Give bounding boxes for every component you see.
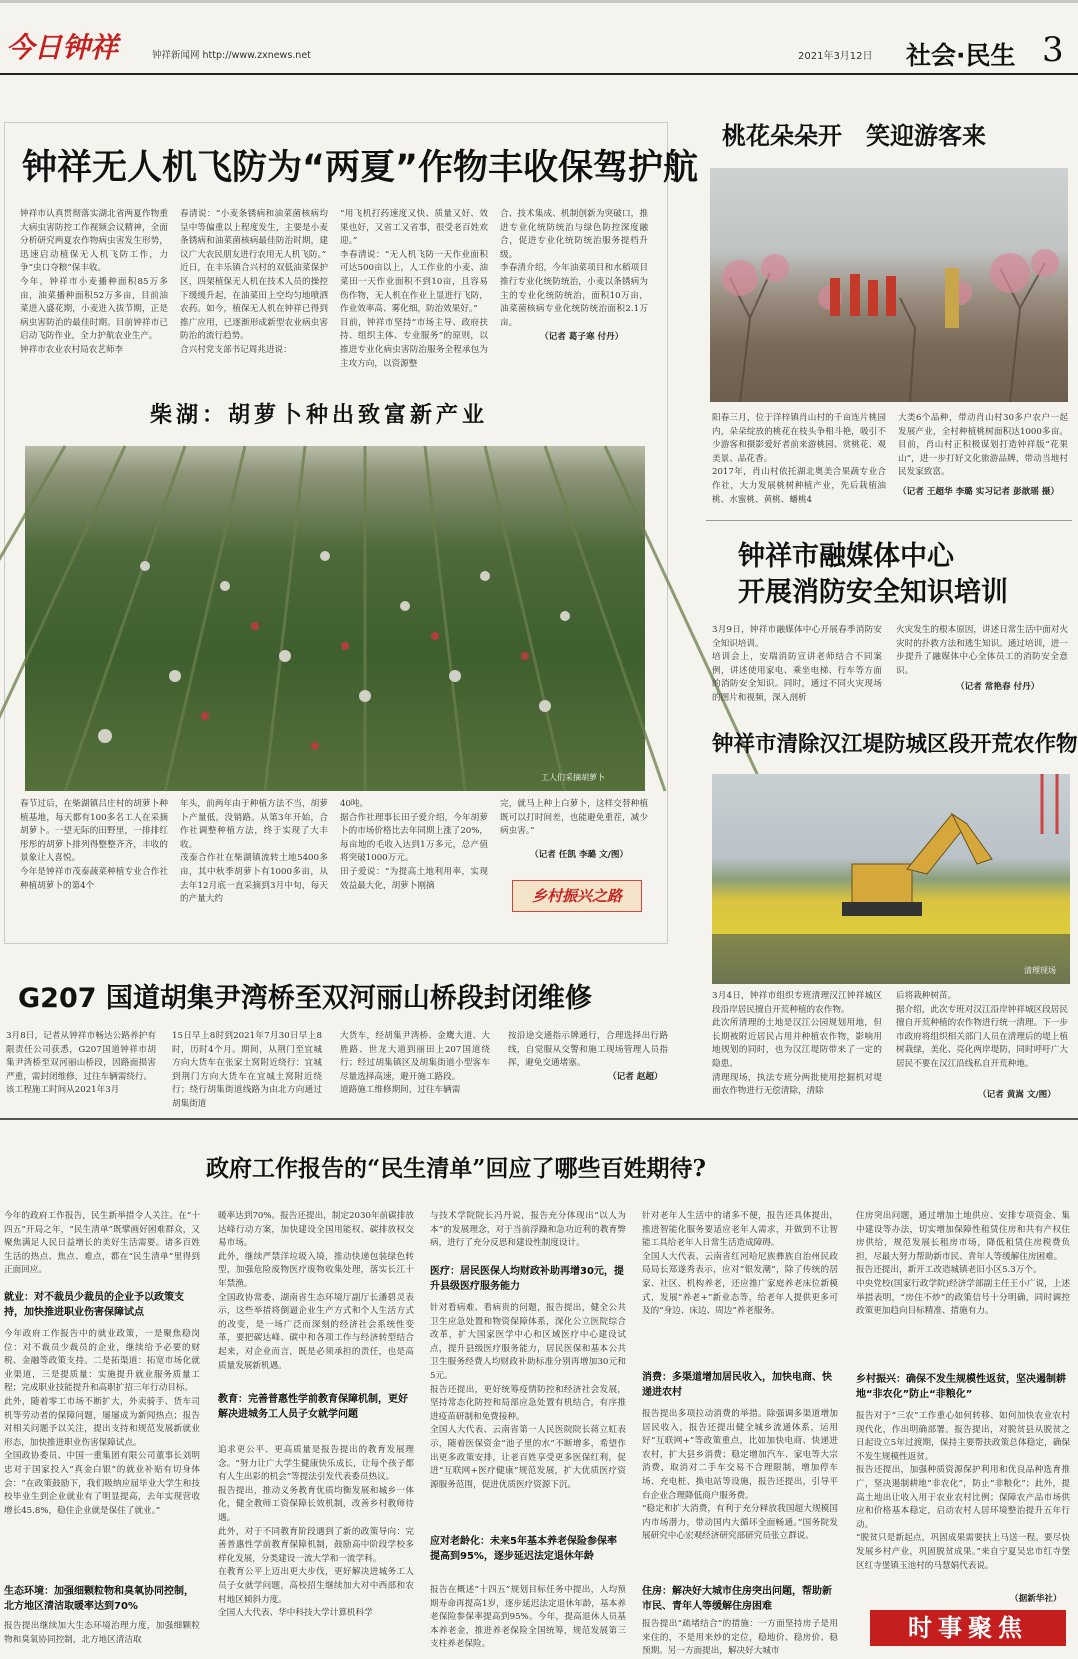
peach-orchard: [710, 168, 1068, 402]
a3-headline: G207 国道胡集尹湾桥至双河丽山桥段封闭维修: [18, 983, 592, 1014]
masthead-logo: 今日钟祥: [6, 31, 119, 64]
a7-col4-body-1: 针对老年人生活中的诸多不便，报告还具体提出，推进智能化服务要适应老年人需求，并做到不让智能工具给老年人日常生活造成障碍。 全国人大代表、云南省红河哈尼族彝族自治州民政局局长郑遂秀表示，应对“银发潮”，除了传统的居家、社区、机构养老，还应推广家庭养老床位新模式，发展“养老+”新业态等，给老年人提供更多可及的“身边、床边、周边”养老服务。: [642, 1211, 838, 1317]
a6-byline: （记者 黄嵩 文/图）: [978, 1090, 1056, 1100]
a7-col4-subhead-1: 消费：多渠道增加居民收入，加快电商、快递进农村: [642, 1372, 832, 1398]
dyke-clearing-photo: [712, 774, 1070, 984]
a2-col-3: 40吨。 据合作社理事长田子爱介绍，今年胡萝卜的市场价格比去年同期上涨了20%，每亩地的毛收入达到1万多元，总产值将突破1000万元。 田子爱说：“为提高土地利用率，实现效益最大化，胡萝卜刚摘: [340, 799, 489, 891]
a7-col4-body-3: 报告提出“疏堵结合”的措施：一方面坚持房子是用来住的，不是用来炒的定位，稳地价、稳房价、稳预期。另一方面提出，解决好大城市: [642, 1619, 838, 1657]
excavator-scene: [712, 774, 1070, 984]
a5-byline: （记者 常艳春 付丹）: [956, 682, 1040, 692]
a1-byline: （记者 葛子寒 付丹）: [540, 332, 624, 342]
a7-col1-lead: 今年的政府工作报告，民生新举措令人关注。在“十四五”开局之年，“民生清单”既擘画好困难群众，又聚焦满足人民日益增长的美好生活需要。诸多百姓生活的热点、焦点、难点，都在“民生清单”里得到正面回应。: [4, 1211, 200, 1276]
a7-col1-body-1: 今年政府工作报告中的就业政策，一是聚焦稳岗位：对不裁员少裁员的企业，继续给予必要的财税、金融等政策支持。二是拓渠道：拓宽市场化就业渠道，三是提质量：实施提升就业服务质量工程；完成职业技能提升和高职扩招三年行动目标。 此外，随着零工市场不断扩大，外卖骑手、货车司机等劳动者的保障问题，屡屡成为新闻热点；报告对相关问题予以关注，提出支持和规范发展新就业形态，加快推进职业伤害保障试点。 全国政协委员、中国一重集团有限公司董事长刘明忠对于国家投入“真金白银”的就业补贴有切身体会：“在政策鼓励下，我们吸纳应届毕业大学生和技校毕业生到企业就业有了明显提高，去年实现营收增长45.8%，稳住企业就是保住了就业。”: [4, 1329, 200, 1516]
a6-headline: 钟祥市清除汉江堤防城区段开荒农作物: [712, 732, 1078, 757]
a1-headline: 钟祥无人机飞防为“两夏”作物丰收保驾护航: [22, 148, 699, 188]
carrot-field-photo: [25, 446, 645, 791]
a3-col-2: 15日早上8时到2021年7月30日早上8时，历时4个月。期间，从荆门至宜城方向大货车在张家土窝附近绕行：宜城到荆门方向大货车在宜城土窝附近绕行；绕行胡集街道线路为由北方向通过胡集街道: [172, 1031, 322, 1109]
carrot-field-rows: [25, 446, 645, 791]
a2-col-4: 完，就马上种上白萝卜，这样交替种植既可以打时间差，也能避免重茬，减少病虫害。”: [500, 799, 648, 837]
a3-col-3: 大货车，经胡集尹湾桥、金鹰大道、大胜路、世龙大道到丽田上207国道绕行；经过胡集镇区及胡集街道小型客车尽量选择高速，避开施工路段。 道路施工维修期间，过往车辆需: [340, 1031, 490, 1096]
a6-col-1: 3月4日，钟祥市组织专班清理汉江钟祥城区段沿岸居民擅自开荒种植的农作物。 此次所清理的土地是汉江公园规划用地，但长期被附近居民占用并种植农作物，影响用地规划的同时，也为汉江堤防带来了一定的隐患。 清理现场，执法专班分两批使用挖掘机对堤面农作物进行无偿清除，清除: [712, 991, 882, 1097]
a7-col3-subhead-2: 应对老龄化：未来5年基本养老保险参保率提高到95%，逐步延迟法定退休年龄: [430, 1536, 617, 1562]
a3-col-1: 3月8日，记者从钟祥市畅达公路养护有限责任公司获悉，G207国道钟祥市胡集尹湾桥至双河丽山桥段，因路面损害严重，需封闭维修，过往车辆需绕行。 该工程施工时间从2021年3月: [6, 1031, 156, 1096]
a7-col5-body-2: 报告对于“三农”工作重心如何转移、如何加快农业农村现代化，作出明确部署。报告提出，对脱贫县从脱贫之日起设立5年过渡期，保持主要帮扶政策总体稳定，确保不发生规模性返贫。 报告还提出，加强种质资源保护利用和优良品种选育推广，坚决遏制耕地“非农化”，防止“非粮化”；此外，提高土地出让收入用于农业农村比例；保障农产品市场供应和价格基本稳定，启动农村人居环境整治提升五年行动。 “脱贫只是新起点，巩固成果需要扶上马送一程。要尽快发展乡村产业，巩固脱贫成果。”来自宁夏吴忠市红寺堡区红寺堡镇玉池村的马慧娟代表说。: [856, 1411, 1070, 1571]
a5-col-1: 3月9日，钟祥市融媒体中心开展春季消防安全知识培训。 培训会上，安瑞消防宣讲老师结合不同案例，讲述使用家电、乘坐电梯、行车等方面的消防安全知识。同时，通过不同火灾现场的图片和视频，深入剖析: [712, 625, 882, 703]
a7-col4-body-2: 报告提出多项拉动消费的举措。除强调多渠道增加居民收入，报告还提出健全城乡流通体系，运用好“互联网+”等政策重点，比如加快电商、快递进农村，扩大县乡消费；稳定增加汽车、家电等大宗消费，取消对二手车交易不合理限制，增加停车场、充电桩、换电站等设施，报告还提出，引导平台企业合理降低商户服务费。 “稳定和扩大消费，有利于充分释放我国超大规模国内市场潜力，带动国内大循环全面畅通。”国务院发展研究中心宏观经济研究部研究员张立群说。: [642, 1409, 838, 1542]
a4-byline: （记者 王超华 李璐 实习记者 彭歆瑶 摄）: [898, 487, 1060, 497]
a7-headline: 政府工作报告的“民生清单”回应了哪些百姓期待?: [206, 1155, 706, 1182]
a1-col-4: 合、技术集成、机制创新为突破口，推进专业化统防统治与绿色防控深度融合，促进专业化统防统治服务提档升级。 李春清介绍，今年油菜项目和水稻项目推行专业化统防统治，小麦以条锈病为主的专业化统防统治，面积10万亩，油菜菌核病专业化统防统治面积2.1万亩。: [500, 209, 648, 328]
masthead-section: 社会·民生: [906, 41, 1016, 70]
a7-col2-body-2: 追求更公平、更高质量是报告提出的教育发展理念。“努力让广大学生健康快乐成长，让每个孩子都有人生出彩的机会”等提法引发代表委员热议。 报告提出，推动义务教育优质均衡发展和城乡一体化，健全教师工资保障长效机制，改善乡村教师待遇。 此外，对于不同教育阶段遇到了新的政策导向：完善普惠性学前教育保障机制，鼓励高中阶段学校多样化发展，分类建设一流大学和一流学科。 在教育公平上迈出更大步伐，更好解决进城务工人员子女就学问题，高校招生继续加大对中西部和农村地区倾斜力度。 全国人大代表、华中科技大学计算机科学: [218, 1445, 414, 1619]
a2-col-1: 春节过后，在柴湖镇吕庄村的胡萝卜种植基地，每天都有100多名工人在采摘胡萝卜。一望无际的田野里，一排排红彤彤的胡萝卜排列得整整齐齐，丰收的景象让人喜悦。 今年是钟祥市茂泰蔬菜种植专业合作社种植胡萝卜的第4个: [20, 799, 168, 891]
a7-col1-body-2: 报告提出继续加大生态环境治理力度，加强细颗粒物和臭氧协同控制，北方地区清洁取: [4, 1621, 200, 1645]
a1-col-3: “用飞机打药速度又快、质量又好、效果也好，又省工又省事，很受老百姓欢迎。” 李春清说：“无人机飞防一天作业面积可达500亩以上，人工作业的小麦、油菜田一天作业面积不到10亩，且容易伤作物，无人机在作业上显进行飞防，作业效率高、雾化细，防治效果好。” 目前，钟祥市坚持“市场主导、政府扶持、组织主体、专业服务”的原则，以推进专业化病虫害防治服务全程承包为主攻方向，以资源整: [340, 209, 488, 369]
a4-col-1: 阳春三月，位于洋梓镇肖山村的千亩连片桃园内，朵朵绽放的桃花在枝头争相斗艳，吸引不少游客和摄影爱好者前来游桃园、赏桃花、观美景、品花香。 2017年，肖山村依托湖北奥美合果蔬专业合作社，大力发展桃树种植产业，先后栽植油桃、水蜜桃、黄桃、蟠桃4: [712, 413, 886, 505]
a7-col1-subhead-2: 生态环境：加强细颗粒物和臭氧协同控制，北方地区清洁取暖率达到70%: [4, 1586, 194, 1612]
a4-headline: 桃花朵朵开 笑迎游客来: [722, 121, 986, 150]
a3-byline: （记者 赵超）: [608, 1072, 663, 1082]
a7-col2-subhead-1: 教育：完善普惠性学前教育保障机制，更好解决进城务工人员子女就学问题: [218, 1394, 408, 1420]
current-affairs-tag: 时事聚焦: [870, 1610, 1066, 1646]
a2-col-2: 年头，前两年由于种植方法不当，胡萝卜产量低，没销路。从第3年开始，合作社调整种植方法，终于实现了大丰收。 茂泰合作社在柴湖镇流转土地5400多亩，其中秋季胡萝卜有1000多亩，从去年12月底一直采摘到3月中旬，每天的产量大约: [180, 799, 328, 905]
a5-headline-line1: 钟祥市融媒体中心: [738, 541, 954, 572]
a7-col4-subhead-2: 住房：解决好大城市住房突出问题，帮助新市民、青年人等缓解住房困难: [642, 1586, 832, 1612]
masthead-date: 2021年3月12日: [798, 51, 873, 62]
a6-col-2: 后将栽种树苗。 据介绍，此次专班对汉江沿岸钟祥城区段居民擅自开荒种植的农作物进行统一清理。下一步市政府将组织相关部门人员在清理后的堤上植树栽绿，美化、亮化两岸堤防，同时呼吁广大居民不要在汉江沿线私自开荒种地。: [896, 991, 1068, 1069]
a7-col3-body-2: 针对看病难、看病贵的问题，报告提出，健全公共卫生应急处置和物资保障体系，深化公立医院综合改革，扩大国家医学中心和区域医疗中心建设试点，提升县级医疗服务能力，居民医保和基本公共卫生服务经费人均财政补助标准分别再增加30元和5元。 报告还提出，更好统筹疫情防控和经济社会发展，坚持常态化防控和局部应急处置有机结合，有序推进疫苗研制和免费接种。 全国人大代表、云南省第一人民医院院长蒋立虹表示，随着医保资金“池子里的水”不断增多，希望作出更多政策安排，让老百姓享受更多医保红利，促进“互联网+医疗健康”规范发展，扩大优质医疗资源服务范围，促进优质医疗资源下沉。: [430, 1303, 626, 1490]
a5-headline-line2: 开展消防安全知识培训: [738, 577, 1008, 608]
peach-blossom-photo: [710, 168, 1068, 402]
a2-byline: （记者 任凯 李璐 文/图）: [530, 850, 629, 860]
dyke-photo-caption: 清理现场: [1024, 966, 1056, 975]
rural-revival-tag: 乡村振兴之路: [512, 880, 642, 912]
a7-col1-subhead-1: 就业：对不裁员少裁员的企业予以政策支持，加快推进职业伤害保障试点: [4, 1292, 184, 1318]
masthead-site: 钟祥新闻网 http://www.zxnews.net: [152, 50, 311, 61]
a7-col2-body-1: 暖率达到70%。报告还提出，制定2030年前碳排放达峰行动方案，加快建设全国用能权、碳排放权交易市场。 此外，继续严禁洋垃圾入境，推动快递包装绿色转型，加强危险废物医疗废物收集处理，落实长江十年禁渔。 全国政协常委、湖南省生态环境厅副厅长潘碧灵表示，这些举措将倒逼企业生产方式和个人生活方式的改变，是一场广泛而深刻的经济社会系统性变革，要把碳达峰、碳中和各项工作与经济转型结合起来，对企业而言，既是必须承担的责任，也是高质量发展新机遇。: [218, 1211, 414, 1371]
a1-col-2: 春清说：“小麦条锈病和油菜菌核病均呈中等偏重以上程度发生，主要是小麦条锈病和油菜菌核病最佳防治时期，建议广大农民朋友进行农用无人机飞防。” 近日，在丰乐镇合兴村的双低油菜保护区，四架植保无人机在技术人员的操控下缓缓升起，在油菜田上空均匀地喷洒农药。如今，植保无人机在钟祥已得到推广应用，已逐渐形成新型农业病虫害防治的流行趋势。 合兴村党支部书记周兆进说：: [180, 209, 328, 355]
a5-col-2: 火灾发生的根本原因，讲述日常生活中面对火灾时的扑救方法和逃生知识。通过培训，进一步提升了融媒体中心全体员工的消防安全意识。: [896, 625, 1068, 676]
a7-col5-subhead-1: 乡村振兴：确保不发生规模性返贫，坚决遏制耕地“非农化”防止“非粮化”: [856, 1374, 1066, 1400]
masthead-page-number: 3: [1042, 30, 1064, 70]
a2-headline: 柴湖：胡萝卜种出致富新产业: [150, 402, 489, 428]
a7-col3-body-1: 与技术学院院长冯丹说，报告充分体现出“以人为本”的发展理念，对于当前浮躁和急功近利的教育弊病，进行了充分反思和建设性制度设计。: [430, 1211, 626, 1249]
a1-col-1: 钟祥市认真贯彻落实湖北省两夏作物重大病虫害防控工作视频会议精神，全面分析研究两夏农作物病虫害发生形势，迅速启动植保无人机飞防工作，力争“虫口夺粮”保丰收。 今年，钟祥市小麦播种面积85万多亩，油菜播种面积52万多亩，目前油菜进入盛花期，小麦进入拔节期，正是病虫害防治的最佳时期。目前钟祥市已启动飞防作业，全力护航农业生产。 钟祥市农业农村局农艺师李: [20, 209, 168, 355]
a7-col3-body-3: 报告在概述“十四五”规划目标任务中提出，人均预期寿命再提高1岁，逐步延迟法定退休年龄，基本养老保险参保率提高到95%。今年，提高退休人员基本养老金，推进养老保险全国统筹，规范发展第三支柱养老保险。: [430, 1585, 626, 1650]
a3-col-4: 按沿途交通指示牌通行，合理选择出行路线，自觉服从交警和施工现场管理人员指挥，避免交通堵塞。: [508, 1031, 668, 1069]
a7-col3-subhead-1: 医疗：居民医保人均财政补助再增30元，提升县级医疗服务能力: [430, 1266, 624, 1292]
a4-col-2: 大类6个品种，带动肖山村30多户农户一起发展产业，全村种植桃树面积达1000多亩。目前，肖山村正积极谋划打造钟祥版“花果山”，进一步打好文化旅游品牌，带动当地村民发家致富。: [898, 413, 1068, 478]
a7-byline: （据新华社）: [1010, 1594, 1062, 1604]
carrot-photo-caption: 工人们采摘胡萝卜: [541, 773, 605, 782]
a7-col5-body-1: 住房突出问题，通过增加土地供应、安排专项资金、集中建设等办法，切实增加保障性租赁住房和共有产权住房供给，规范发展长租房市场，降低租赁住房税费负担，尽最大努力帮助新市民、青年人等缓解住房困难。 报告还提出，新开工改造城镇老旧小区5.3万个。 中央党校(国家行政学院)经济学部副主任王小广说，上述举措表明，“房住不炒”的政策信号十分明确，同时调控政策更加趋向目标精准、措施有力。: [856, 1211, 1070, 1317]
